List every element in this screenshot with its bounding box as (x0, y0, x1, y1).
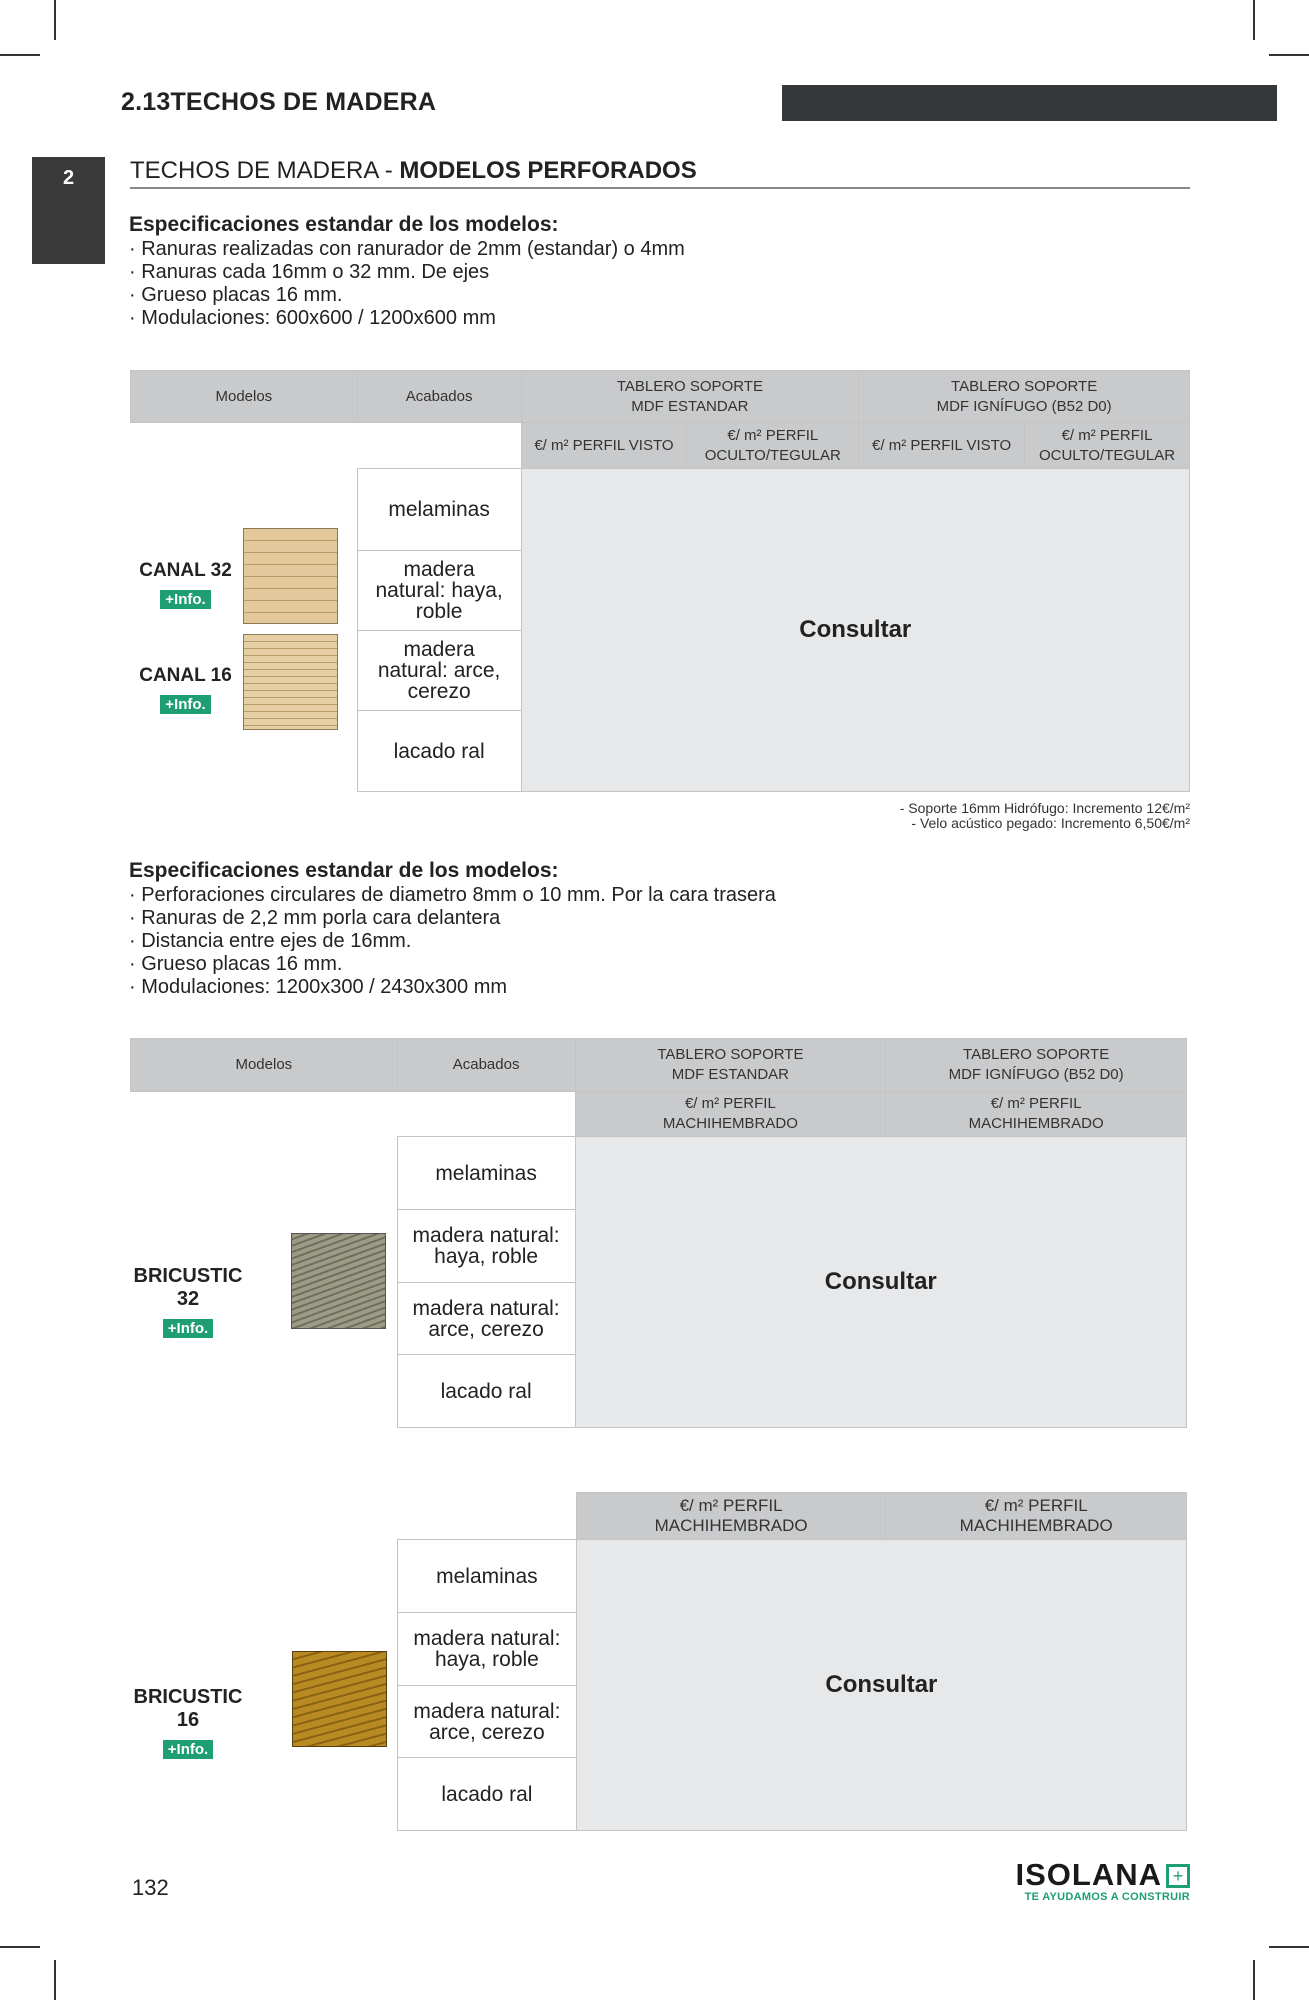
chapter-title: 2.13TECHOS DE MADERA (121, 88, 437, 116)
section-divider (130, 187, 1190, 189)
bricustic-32-swatch (291, 1233, 386, 1329)
blank-cell (131, 423, 522, 469)
chapter-tab: 2 (32, 157, 105, 264)
col-header-finishes: Acabados (397, 1039, 575, 1092)
header-line: OCULTO/TEGULAR (704, 446, 841, 464)
page-number: 132 (132, 1875, 169, 1900)
model-bricustic-32 (128, 1265, 248, 1338)
col-header-models: Modelos (131, 1039, 398, 1092)
header-line: TABLERO SOPORTE (963, 1046, 1110, 1063)
crop-mark (54, 0, 56, 40)
finish-cell: madera natural: arce, cerezo (397, 1283, 575, 1355)
finish-cell: melaminas (397, 1137, 575, 1210)
header-line: TABLERO SOPORTE (951, 377, 1098, 395)
model-name: BRICUSTIC 32 (133, 1265, 243, 1310)
header-line: TABLERO SOPORTE (657, 1046, 804, 1063)
spec-item: · Grueso placas 16 mm. (129, 284, 343, 306)
section-title (130, 157, 697, 185)
bricustic-16-swatch (292, 1651, 387, 1747)
crop-mark (54, 1960, 56, 2000)
blank-cell (131, 1092, 576, 1137)
finish-cell: lacado ral (357, 711, 521, 792)
finish-cell: melaminas (398, 1540, 577, 1613)
crop-mark (0, 1946, 40, 1948)
header-line: MDF IGNÍFUGO (B52 D0) (936, 397, 1112, 415)
header-line: MACHIHEMBRADO (968, 1115, 1104, 1132)
price-value: Consultar (576, 1540, 1186, 1831)
subheader-hidden-profile (1025, 423, 1190, 469)
col-header-models: Modelos (131, 371, 358, 423)
spec-block-2 (129, 859, 776, 999)
finish-cell: lacado ral (397, 1355, 575, 1428)
finish-cell: melaminas (357, 469, 521, 551)
spec-item: · Ranuras realizadas con ranurador de 2mm (estandar) o 4mm (129, 238, 685, 260)
crop-mark (1253, 0, 1255, 40)
header-line: €/ m² PERFIL (984, 1496, 1088, 1515)
spec-item: · Modulaciones: 1200x300 / 2430x300 mm (129, 976, 508, 998)
header-line: €/ m² PERFIL (1061, 426, 1153, 444)
subheader-visible-profile: €/ m² PERFIL VISTO (521, 423, 687, 469)
finish-cell: madera natural: haya, roble (397, 1210, 575, 1283)
header-line: MACHIHEMBRADO (654, 1516, 808, 1535)
section-title-bold: MODELOS PERFORADOS (399, 157, 697, 184)
finish-cell: madera natural: arce, cerezo (398, 1686, 577, 1758)
subheader-tongue-groove (575, 1092, 886, 1137)
price-value: Consultar (575, 1137, 1186, 1428)
finish-cell: madera natural: haya, roble (357, 551, 521, 631)
col-group-mdf-fireproof (859, 371, 1190, 423)
header-line: OCULTO/TEGULAR (1038, 446, 1176, 464)
price-table-3 (397, 1492, 1187, 1831)
header-line: MACHIHEMBRADO (662, 1115, 798, 1132)
logo-tagline: TE AYUDAMOS A CONSTRUIR (1024, 1891, 1190, 1903)
subheader-hidden-profile (687, 423, 859, 469)
header-line: MDF ESTANDAR (631, 397, 749, 415)
model-name: CANAL 32 (139, 560, 232, 581)
header-bar (782, 85, 1277, 121)
header-line: €/ m² PERFIL (727, 426, 819, 444)
subheader-visible-profile: €/ m² PERFIL VISTO (859, 423, 1025, 469)
header-line: €/ m² PERFIL (679, 1496, 783, 1515)
spec-heading: Especificaciones estandar de los modelos: (129, 859, 559, 882)
spec-item: · Ranuras de 2,2 mm porla cara delantera (129, 907, 501, 929)
info-button[interactable]: +Info. (160, 695, 210, 714)
models-cell (131, 469, 358, 792)
header-line: MDF IGNÍFUGO (B52 D0) (948, 1066, 1124, 1083)
crop-mark (1269, 1946, 1309, 1948)
spec-item: · Perforaciones circulares de diametro 8mm o 10 mm. Por la cara trasera (129, 884, 776, 906)
subheader-tongue-groove (886, 1092, 1187, 1137)
price-table-2 (130, 1038, 1187, 1428)
spec-item: · Grueso placas 16 mm. (129, 953, 343, 975)
model-name: BRICUSTIC 16 (133, 1686, 243, 1731)
info-button[interactable]: +Info. (160, 590, 210, 609)
price-value: Consultar (521, 469, 1189, 792)
finish-cell: lacado ral (398, 1758, 577, 1831)
header-line: €/ m² PERFIL (990, 1095, 1082, 1112)
model-bricustic-16 (128, 1686, 248, 1759)
price-notes (760, 801, 1190, 831)
canal-32-swatch (243, 528, 338, 624)
col-group-mdf-standard (521, 371, 859, 423)
crop-mark (1253, 1960, 1255, 2000)
spec-item: · Distancia entre ejes de 16mm. (129, 930, 412, 952)
model-canal-32 (128, 560, 243, 609)
spec-heading: Especificaciones estandar de los modelos: (129, 213, 559, 236)
info-button[interactable]: +Info. (163, 1319, 213, 1338)
model-canal-16 (128, 665, 243, 714)
crop-mark (1269, 54, 1309, 56)
col-group-mdf-standard (575, 1039, 886, 1092)
subheader-tongue-groove (886, 1493, 1187, 1540)
header-line: TABLERO SOPORTE (616, 377, 763, 395)
canal-16-swatch (243, 634, 338, 730)
finish-cell: madera natural: haya, roble (398, 1613, 577, 1686)
info-button[interactable]: +Info. (163, 1740, 213, 1759)
crop-mark (0, 54, 40, 56)
spec-item: · Ranuras cada 16mm o 32 mm. De ejes (129, 261, 490, 283)
blank-cell (398, 1493, 577, 1540)
col-header-finishes: Acabados (357, 371, 521, 423)
logo-plus-icon: + (1166, 1864, 1190, 1888)
note: - Velo acústico pegado: Incremento 6,50€/m² (911, 815, 1190, 831)
finish-cell: madera natural: arce, cerezo (357, 631, 521, 711)
header-line: MACHIHEMBRADO (959, 1516, 1113, 1535)
logo-text: ISOLANA (1015, 1857, 1162, 1892)
isolana-logo (1010, 1857, 1190, 1903)
spec-item: · Modulaciones: 600x600 / 1200x600 mm (129, 307, 496, 329)
col-group-mdf-fireproof (886, 1039, 1187, 1092)
model-name: CANAL 16 (139, 665, 232, 686)
spec-block-1 (129, 213, 685, 330)
section-title-light: TECHOS DE MADERA - (130, 157, 400, 184)
header-line: MDF ESTANDAR (671, 1066, 789, 1083)
note: - Soporte 16mm Hidrófugo: Incremento 12€/m² (899, 800, 1190, 816)
header-line: €/ m² PERFIL (684, 1095, 776, 1112)
subheader-tongue-groove (576, 1493, 886, 1540)
